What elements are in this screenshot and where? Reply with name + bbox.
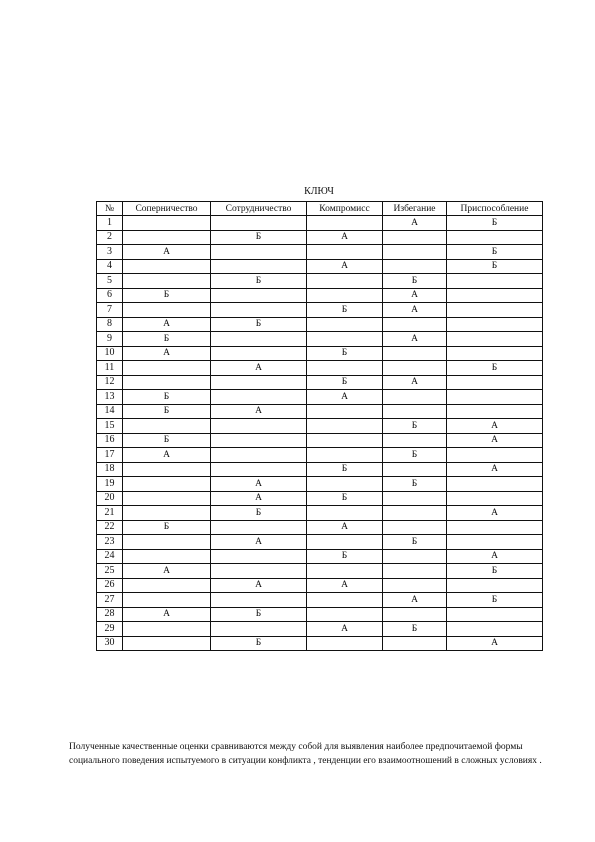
cell-compromise: А bbox=[307, 520, 383, 535]
cell-rivalry: Б bbox=[123, 433, 211, 448]
cell-accommodation bbox=[447, 332, 543, 347]
table-row bbox=[97, 520, 543, 535]
cell-accommodation bbox=[447, 303, 543, 318]
cell-compromise bbox=[307, 564, 383, 579]
table-row bbox=[97, 462, 543, 477]
cell-rivalry bbox=[123, 535, 211, 550]
table-row bbox=[97, 607, 543, 622]
cell-number: 12 bbox=[97, 375, 123, 390]
table-row bbox=[97, 477, 543, 492]
cell-accommodation bbox=[447, 288, 543, 303]
cell-rivalry: Б bbox=[123, 332, 211, 347]
cell-rivalry: Б bbox=[123, 288, 211, 303]
cell-compromise: Б bbox=[307, 375, 383, 390]
cell-rivalry bbox=[123, 491, 211, 506]
cell-accommodation: Б bbox=[447, 245, 543, 260]
cell-accommodation bbox=[447, 448, 543, 463]
cell-cooperation bbox=[211, 245, 307, 260]
column-header-rivalry: Соперничество bbox=[123, 202, 211, 216]
cell-rivalry bbox=[123, 622, 211, 637]
cell-avoidance bbox=[383, 390, 447, 405]
cell-rivalry bbox=[123, 230, 211, 245]
cell-cooperation: Б bbox=[211, 230, 307, 245]
cell-cooperation: А bbox=[211, 477, 307, 492]
cell-rivalry: Б bbox=[123, 390, 211, 405]
cell-avoidance: А bbox=[383, 375, 447, 390]
cell-avoidance: Б bbox=[383, 419, 447, 434]
cell-cooperation bbox=[211, 303, 307, 318]
cell-number: 27 bbox=[97, 593, 123, 608]
cell-cooperation bbox=[211, 520, 307, 535]
cell-compromise: А bbox=[307, 259, 383, 274]
cell-accommodation bbox=[447, 578, 543, 593]
cell-avoidance bbox=[383, 404, 447, 419]
cell-compromise bbox=[307, 419, 383, 434]
summary-text: Полученные качественные оценки сравниваются между собой для выявления наиболее предпочитаемой формы социального поведения испытуемого в ситуации конфликта , тенденции его взаимоотношений в сложных условиях . bbox=[69, 742, 542, 766]
cell-number: 29 bbox=[97, 622, 123, 637]
table-row bbox=[97, 245, 543, 260]
table-row bbox=[97, 259, 543, 274]
cell-accommodation: Б bbox=[447, 361, 543, 376]
cell-accommodation bbox=[447, 404, 543, 419]
cell-cooperation bbox=[211, 375, 307, 390]
column-header-accommodation: Приспособление bbox=[447, 202, 543, 216]
cell-rivalry bbox=[123, 462, 211, 477]
cell-rivalry: А bbox=[123, 245, 211, 260]
cell-avoidance bbox=[383, 636, 447, 651]
cell-accommodation: Б bbox=[447, 259, 543, 274]
cell-number: 15 bbox=[97, 419, 123, 434]
cell-number: 20 bbox=[97, 491, 123, 506]
cell-compromise bbox=[307, 288, 383, 303]
cell-accommodation bbox=[447, 477, 543, 492]
cell-avoidance bbox=[383, 462, 447, 477]
cell-compromise: А bbox=[307, 622, 383, 637]
cell-compromise bbox=[307, 332, 383, 347]
cell-compromise: Б bbox=[307, 346, 383, 361]
cell-accommodation: А bbox=[447, 506, 543, 521]
cell-rivalry: А bbox=[123, 607, 211, 622]
cell-compromise bbox=[307, 593, 383, 608]
cell-rivalry: А bbox=[123, 448, 211, 463]
table-row bbox=[97, 593, 543, 608]
cell-avoidance bbox=[383, 564, 447, 579]
cell-number: 11 bbox=[97, 361, 123, 376]
cell-number: 18 bbox=[97, 462, 123, 477]
cell-compromise: Б bbox=[307, 462, 383, 477]
cell-avoidance: А bbox=[383, 288, 447, 303]
cell-accommodation bbox=[447, 491, 543, 506]
cell-cooperation: Б bbox=[211, 607, 307, 622]
table-row bbox=[97, 274, 543, 289]
cell-compromise: Б bbox=[307, 549, 383, 564]
cell-cooperation: А bbox=[211, 404, 307, 419]
table-row bbox=[97, 419, 543, 434]
cell-avoidance: А bbox=[383, 593, 447, 608]
cell-cooperation bbox=[211, 419, 307, 434]
cell-accommodation bbox=[447, 317, 543, 332]
cell-rivalry bbox=[123, 578, 211, 593]
table-row bbox=[97, 230, 543, 245]
cell-cooperation bbox=[211, 549, 307, 564]
cell-avoidance bbox=[383, 549, 447, 564]
table-row bbox=[97, 390, 543, 405]
cell-avoidance: А bbox=[383, 332, 447, 347]
cell-cooperation bbox=[211, 216, 307, 231]
cell-compromise bbox=[307, 506, 383, 521]
cell-number: 25 bbox=[97, 564, 123, 579]
key-table-body bbox=[97, 216, 543, 651]
cell-compromise bbox=[307, 245, 383, 260]
table-row bbox=[97, 303, 543, 318]
cell-number: 17 bbox=[97, 448, 123, 463]
cell-avoidance: Б bbox=[383, 535, 447, 550]
cell-number: 7 bbox=[97, 303, 123, 318]
cell-accommodation bbox=[447, 520, 543, 535]
table-row bbox=[97, 317, 543, 332]
cell-compromise: Б bbox=[307, 303, 383, 318]
cell-number: 21 bbox=[97, 506, 123, 521]
cell-avoidance bbox=[383, 361, 447, 376]
table-row bbox=[97, 404, 543, 419]
table-row bbox=[97, 375, 543, 390]
cell-number: 23 bbox=[97, 535, 123, 550]
cell-rivalry: А bbox=[123, 317, 211, 332]
table-row bbox=[97, 448, 543, 463]
cell-cooperation: А bbox=[211, 535, 307, 550]
table-row bbox=[97, 535, 543, 550]
key-table bbox=[96, 201, 543, 651]
cell-number: 10 bbox=[97, 346, 123, 361]
table-row bbox=[97, 622, 543, 637]
table-row bbox=[97, 361, 543, 376]
table-row bbox=[97, 506, 543, 521]
column-header-cooperation: Сотрудничество bbox=[211, 202, 307, 216]
cell-compromise: А bbox=[307, 578, 383, 593]
cell-avoidance bbox=[383, 317, 447, 332]
cell-cooperation bbox=[211, 288, 307, 303]
cell-number: 14 bbox=[97, 404, 123, 419]
cell-number: 19 bbox=[97, 477, 123, 492]
table-row bbox=[97, 433, 543, 448]
cell-number: 3 bbox=[97, 245, 123, 260]
cell-avoidance: Б bbox=[383, 622, 447, 637]
cell-compromise bbox=[307, 404, 383, 419]
cell-number: 22 bbox=[97, 520, 123, 535]
cell-cooperation bbox=[211, 593, 307, 608]
cell-compromise bbox=[307, 317, 383, 332]
summary-paragraph bbox=[69, 740, 549, 768]
cell-accommodation: Б bbox=[447, 593, 543, 608]
cell-rivalry bbox=[123, 274, 211, 289]
cell-cooperation: А bbox=[211, 578, 307, 593]
column-header-avoidance: Избегание bbox=[383, 202, 447, 216]
table-row bbox=[97, 288, 543, 303]
cell-rivalry bbox=[123, 549, 211, 564]
table-header-row bbox=[97, 202, 543, 216]
column-header-compromise: Компромисс bbox=[307, 202, 383, 216]
cell-rivalry bbox=[123, 506, 211, 521]
cell-rivalry bbox=[123, 259, 211, 274]
cell-compromise bbox=[307, 216, 383, 231]
cell-accommodation: А bbox=[447, 419, 543, 434]
cell-number: 5 bbox=[97, 274, 123, 289]
cell-accommodation bbox=[447, 274, 543, 289]
cell-cooperation: Б bbox=[211, 506, 307, 521]
cell-number: 16 bbox=[97, 433, 123, 448]
table-row bbox=[97, 564, 543, 579]
cell-cooperation: Б bbox=[211, 274, 307, 289]
cell-avoidance bbox=[383, 578, 447, 593]
cell-accommodation bbox=[447, 375, 543, 390]
cell-number: 1 bbox=[97, 216, 123, 231]
cell-cooperation bbox=[211, 433, 307, 448]
cell-number: 13 bbox=[97, 390, 123, 405]
table-row bbox=[97, 216, 543, 231]
cell-cooperation bbox=[211, 622, 307, 637]
cell-avoidance bbox=[383, 520, 447, 535]
cell-avoidance bbox=[383, 230, 447, 245]
cell-cooperation bbox=[211, 448, 307, 463]
cell-cooperation: Б bbox=[211, 317, 307, 332]
cell-number: 9 bbox=[97, 332, 123, 347]
cell-accommodation: А bbox=[447, 462, 543, 477]
cell-number: 24 bbox=[97, 549, 123, 564]
key-title: КЛЮЧ bbox=[304, 186, 334, 197]
cell-rivalry bbox=[123, 477, 211, 492]
cell-avoidance bbox=[383, 607, 447, 622]
table-row bbox=[97, 491, 543, 506]
cell-avoidance bbox=[383, 245, 447, 260]
cell-accommodation bbox=[447, 230, 543, 245]
cell-avoidance: А bbox=[383, 303, 447, 318]
cell-cooperation bbox=[211, 332, 307, 347]
cell-avoidance: А bbox=[383, 216, 447, 231]
cell-rivalry: А bbox=[123, 564, 211, 579]
cell-cooperation bbox=[211, 259, 307, 274]
cell-rivalry: Б bbox=[123, 520, 211, 535]
cell-avoidance: Б bbox=[383, 477, 447, 492]
cell-avoidance bbox=[383, 491, 447, 506]
cell-avoidance: Б bbox=[383, 274, 447, 289]
cell-accommodation: Б bbox=[447, 564, 543, 579]
cell-number: 28 bbox=[97, 607, 123, 622]
table-row bbox=[97, 332, 543, 347]
cell-cooperation bbox=[211, 390, 307, 405]
cell-rivalry bbox=[123, 593, 211, 608]
cell-compromise bbox=[307, 607, 383, 622]
table-row bbox=[97, 578, 543, 593]
cell-number: 26 bbox=[97, 578, 123, 593]
cell-compromise bbox=[307, 433, 383, 448]
cell-number: 2 bbox=[97, 230, 123, 245]
cell-accommodation bbox=[447, 607, 543, 622]
cell-number: 30 bbox=[97, 636, 123, 651]
cell-cooperation: Б bbox=[211, 636, 307, 651]
cell-accommodation bbox=[447, 346, 543, 361]
cell-compromise bbox=[307, 636, 383, 651]
cell-accommodation: А bbox=[447, 549, 543, 564]
cell-avoidance bbox=[383, 433, 447, 448]
cell-cooperation bbox=[211, 346, 307, 361]
cell-avoidance bbox=[383, 346, 447, 361]
cell-cooperation: А bbox=[211, 361, 307, 376]
table-row bbox=[97, 549, 543, 564]
cell-avoidance bbox=[383, 506, 447, 521]
cell-avoidance bbox=[383, 259, 447, 274]
cell-number: 8 bbox=[97, 317, 123, 332]
cell-compromise: А bbox=[307, 390, 383, 405]
cell-rivalry: А bbox=[123, 346, 211, 361]
column-header-number: № bbox=[97, 202, 123, 216]
cell-cooperation bbox=[211, 564, 307, 579]
cell-rivalry: Б bbox=[123, 404, 211, 419]
cell-accommodation bbox=[447, 622, 543, 637]
table-row bbox=[97, 636, 543, 651]
cell-compromise bbox=[307, 535, 383, 550]
cell-cooperation bbox=[211, 462, 307, 477]
cell-rivalry bbox=[123, 216, 211, 231]
cell-rivalry bbox=[123, 636, 211, 651]
table-row bbox=[97, 346, 543, 361]
cell-accommodation bbox=[447, 535, 543, 550]
cell-rivalry bbox=[123, 375, 211, 390]
cell-accommodation: Б bbox=[447, 216, 543, 231]
cell-rivalry bbox=[123, 419, 211, 434]
cell-accommodation: А bbox=[447, 636, 543, 651]
cell-compromise bbox=[307, 448, 383, 463]
cell-accommodation: А bbox=[447, 433, 543, 448]
cell-avoidance: Б bbox=[383, 448, 447, 463]
cell-compromise bbox=[307, 477, 383, 492]
cell-number: 4 bbox=[97, 259, 123, 274]
cell-compromise bbox=[307, 361, 383, 376]
cell-cooperation: А bbox=[211, 491, 307, 506]
cell-rivalry bbox=[123, 303, 211, 318]
cell-compromise bbox=[307, 274, 383, 289]
cell-accommodation bbox=[447, 390, 543, 405]
cell-number: 6 bbox=[97, 288, 123, 303]
cell-compromise: Б bbox=[307, 491, 383, 506]
cell-compromise: А bbox=[307, 230, 383, 245]
cell-rivalry bbox=[123, 361, 211, 376]
